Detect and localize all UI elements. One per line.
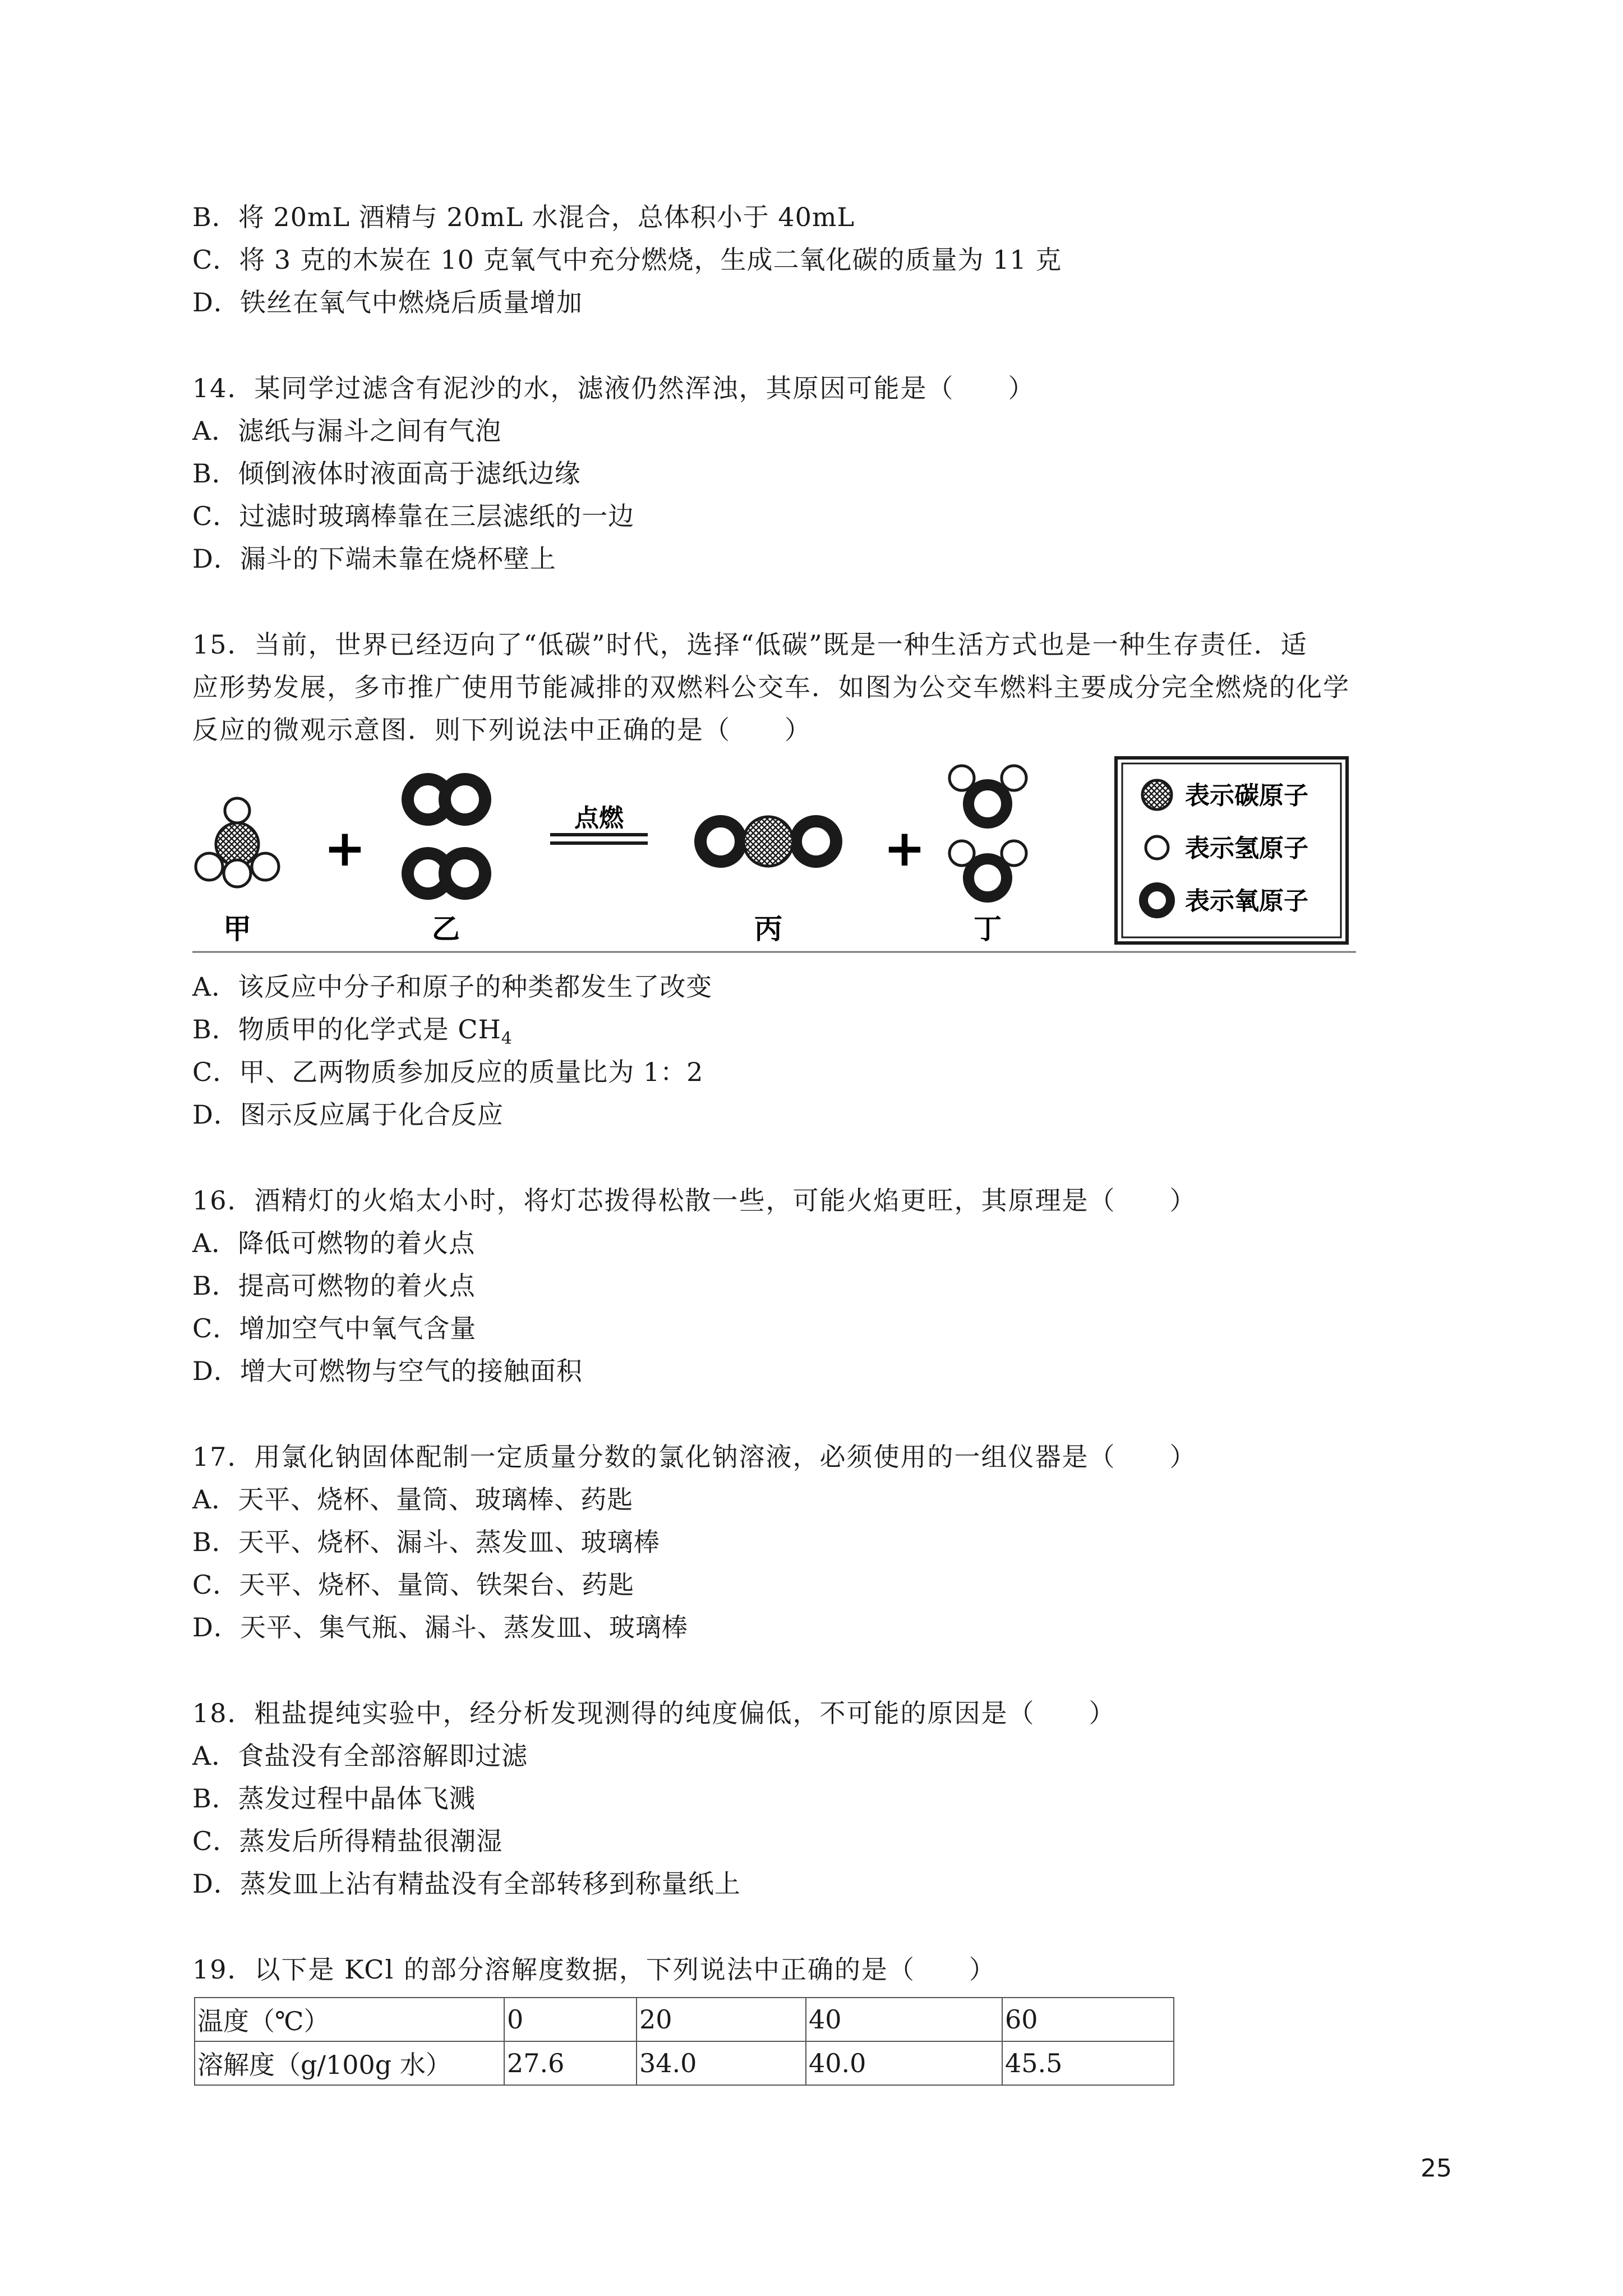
label-ding: 丁: [974, 913, 1002, 945]
table-cell: 40: [806, 1998, 1002, 2041]
legend-oxygen-label: 表示氧原子: [1185, 887, 1308, 915]
kcl-solubility-table: [194, 1997, 1174, 2086]
table-cell: 20: [637, 1998, 806, 2041]
label-yi: 乙: [432, 913, 460, 945]
q13-option-d: D．铁丝在氧气中燃烧后质量增加: [192, 287, 583, 318]
molecule-bing-icon: [700, 817, 836, 866]
q15-option-b-subscript: 4: [501, 1029, 513, 1049]
table-cell: 34.0: [637, 2041, 806, 2085]
table-cell: 27.6: [504, 2041, 637, 2085]
q16-option-c: C．增加空气中氧气含量: [192, 1313, 477, 1343]
q17-option-a: A．天平、烧杯、量筒、玻璃棒、药匙: [192, 1484, 634, 1515]
table-cell: 45.5: [1002, 2041, 1174, 2085]
legend-box: [1116, 758, 1347, 943]
q18-option-c: C．蒸发后所得精盐很潮湿: [192, 1826, 503, 1856]
q18-option-b: B．蒸发过程中晶体飞溅: [192, 1783, 476, 1814]
table-cell: 温度（℃）: [195, 1998, 504, 2041]
q17-option-d: D．天平、集气瓶、漏斗、蒸发皿、玻璃棒: [192, 1612, 688, 1642]
q15-option-b-text: B．物质甲的化学式是 CH: [192, 1014, 501, 1045]
table-cell: 溶解度（g/100g 水）: [195, 2041, 504, 2085]
q13-option-b: B．将 20mL 酒精与 20mL 水混合，总体积小于 40mL: [192, 202, 855, 232]
plus-sign-1: +: [324, 819, 366, 878]
q13-option-c: C．将 3 克的木炭在 10 克氧气中充分燃烧，生成二氧化碳的质量为 11 克: [192, 245, 1062, 275]
legend-carbon-label: 表示碳原子: [1185, 781, 1308, 810]
reaction-condition: 点燃: [574, 804, 624, 832]
q15-option-d: D．图示反应属于化合反应: [192, 1099, 504, 1130]
plus-sign-2: +: [883, 819, 926, 878]
q14-option-d: D．漏斗的下端未靠在烧杯壁上: [192, 544, 556, 574]
q18-option-d: D．蒸发皿上沾有精盐没有全部转移到称量纸上: [192, 1869, 741, 1899]
table-row: [195, 2041, 1174, 2085]
page-number: 25: [1421, 2154, 1452, 2183]
hydrogen-atom-icon: [1146, 836, 1168, 859]
oxygen-atom-icon: [1144, 887, 1170, 914]
q16-stem: 16．酒精灯的火焰太小时，将灯芯拨得松散一些，可能火焰更旺，其原理是（ ）: [192, 1185, 1197, 1216]
q19-stem: 19．以下是 KCl 的部分溶解度数据，下列说法中正确的是（ ）: [192, 1954, 996, 1985]
q15-option-c: C．甲、乙两物质参加反应的质量比为 1：2: [192, 1057, 704, 1087]
table-cell: 40.0: [806, 2041, 1002, 2085]
q14-option-a: A．滤纸与漏斗之间有气泡: [192, 416, 502, 446]
q15-stem-line1: 15．当前，世界已经迈向了“低碳”时代，选择“低碳”既是一种生活方式也是一种生存责任．适: [192, 629, 1308, 660]
q15-stem-line3: 反应的微观示意图．则下列说法中正确的是（ ）: [192, 715, 811, 745]
q15-option-b: [192, 1013, 513, 1056]
q15-option-a: A．该反应中分子和原子的种类都发生了改变: [192, 972, 713, 1002]
carbon-atom-icon: [1142, 780, 1172, 809]
label-bing: 丙: [754, 913, 782, 945]
q14-option-b: B．倾倒液体时液面高于滤纸边缘: [192, 458, 581, 489]
table-cell: 60: [1002, 1998, 1174, 2041]
q18-stem: 18．粗盐提纯实验中，经分析发现测得的纯度偏低，不可能的原因是（ ）: [192, 1698, 1116, 1728]
q17-option-c: C．天平、烧杯、量筒、铁架台、药匙: [192, 1570, 635, 1600]
q14-option-c: C．过滤时玻璃棒靠在三层滤纸的一边: [192, 501, 635, 531]
reaction-diagram: [192, 754, 1359, 956]
molecule-jia-icon: [196, 798, 279, 887]
legend-hydrogen-label: 表示氢原子: [1185, 834, 1308, 863]
q17-stem: 17．用氯化钠固体配制一定质量分数的氯化钠溶液，必须使用的一组仪器是（ ）: [192, 1442, 1197, 1472]
label-jia: 甲: [223, 913, 251, 945]
molecule-yi-icon: [408, 779, 485, 894]
table-cell: 0: [504, 1998, 637, 2041]
q18-option-a: A．食盐没有全部溶解即过滤: [192, 1741, 528, 1771]
q16-option-b: B．提高可燃物的着火点: [192, 1271, 476, 1301]
molecule-ding-icon: [949, 766, 1026, 897]
q16-option-a: A．降低可燃物的着火点: [192, 1228, 476, 1258]
table-row: [195, 1998, 1174, 2041]
q17-option-b: B．天平、烧杯、漏斗、蒸发皿、玻璃棒: [192, 1527, 660, 1557]
q14-stem: 14．某同学过滤含有泥沙的水，滤液仍然浑浊，其原因可能是（ ）: [192, 373, 1035, 403]
q16-option-d: D．增大可燃物与空气的接触面积: [192, 1356, 583, 1386]
q15-stem-line2: 应形势发展，多市推广使用节能减排的双燃料公交车．如图为公交车燃料主要成分完全燃烧的化学: [192, 672, 1350, 702]
